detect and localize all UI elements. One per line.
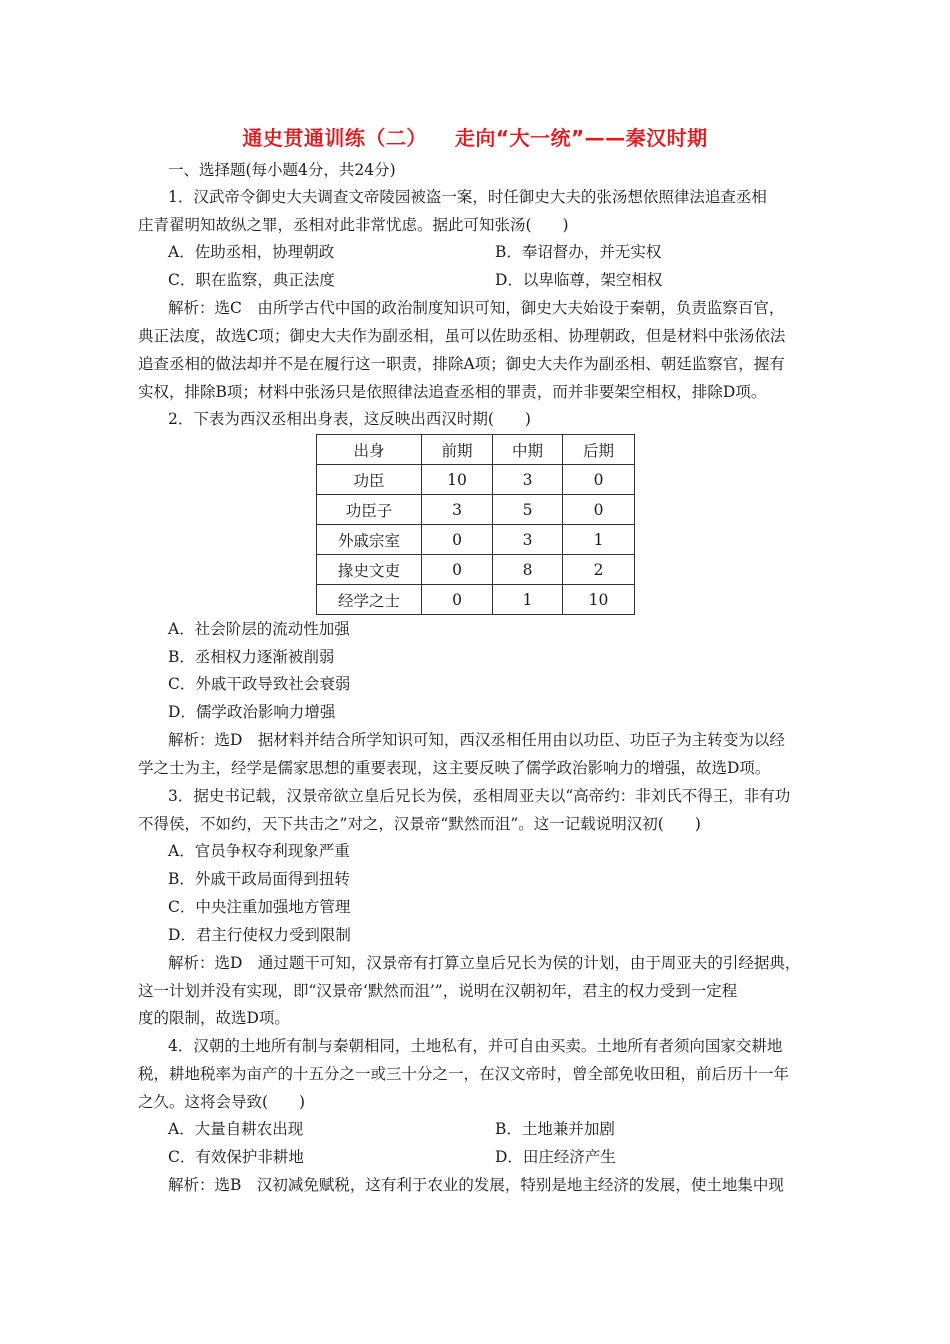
q3-option-a: A．官员争权夺利现象严重 — [168, 842, 350, 860]
table-header-cell: 出身 — [317, 435, 422, 465]
q4-option-d: D．田庄经济产生 — [495, 1148, 616, 1166]
q4-option-a: A．大量自耕农出现 — [168, 1120, 304, 1138]
q3-option-d: D．君主行使权力受到限制 — [168, 926, 351, 944]
q3-option-c: C．中央注重加强地方管理 — [168, 898, 351, 916]
q2-option-d: D．儒学政治影响力增强 — [168, 703, 336, 721]
q1-analysis-line-1: 解析：选C 由所学古代中国的政治制度知识可知，御史大夫始设于秦朝，负责监察百官， — [168, 299, 785, 317]
table-cell: 经学之士 — [317, 585, 422, 615]
table-header-cell: 中期 — [493, 435, 563, 465]
q3-option-b: B．外戚干政局面得到扭转 — [168, 870, 350, 888]
table-cell: 5 — [493, 495, 563, 525]
table-cell: 0 — [563, 465, 635, 495]
q2-option-b: B．丞相权力逐渐被削弱 — [168, 648, 335, 666]
q1-option-b: B．奉诏督办，并无实权 — [495, 243, 662, 261]
q1-stem-line-2: 庄青翟明知故纵之罪，丞相对此非常忧虑。据此可知张汤( ) — [138, 216, 569, 234]
q1-analysis-line-4: 实权，排除B项；材料中张汤只是依照律法追查丞相的罪责，而并非要架空相权，排除D项。 — [138, 383, 767, 401]
q1-analysis-line-3: 追查丞相的做法却并不是在履行这一职责，排除A项；御史大夫作为副丞相、朝廷监察官，握有 — [138, 355, 785, 373]
q2-analysis-line-2: 学之士为主，经学是儒家思想的重要表现，这主要反映了儒学政治影响力的增强，故选D项。 — [138, 759, 771, 777]
table-cell: 0 — [422, 585, 493, 615]
q4-option-b: B．土地兼并加剧 — [495, 1120, 615, 1138]
table-row — [317, 555, 635, 585]
table-header-cell: 前期 — [422, 435, 493, 465]
q3-analysis-line-2: 这一计划并没有实现，即“汉景帝‘默然而沮’”，说明在汉朝初年，君主的权力受到一定程 — [138, 982, 738, 1000]
table-cell: 10 — [422, 465, 493, 495]
table-header-cell: 后期 — [563, 435, 635, 465]
table-row — [317, 525, 635, 555]
q1-option-d: D．以卑临尊，架空相权 — [495, 271, 663, 289]
q4-stem-line-3: 之久。这将会导致( ) — [138, 1093, 306, 1111]
table-row — [317, 585, 635, 615]
table-cell: 掾史文吏 — [317, 555, 422, 585]
q2-analysis-line-1: 解析：选D 据材料并结合所学知识可知，西汉丞相任用由以功臣、功臣子为主转变为以经 — [168, 731, 785, 749]
q1-stem-line-1: 1．汉武帝令御史大夫调查文帝陵园被盗一案，时任御史大夫的张汤想依照律法追查丞相 — [168, 188, 767, 206]
title-part1: 通史贯通训练（二） — [242, 126, 427, 150]
table-cell: 10 — [563, 585, 635, 615]
table-cell: 2 — [563, 555, 635, 585]
table-cell: 1 — [493, 585, 563, 615]
q1-option-c: C．职在监察，典正法度 — [168, 271, 335, 289]
table-cell: 3 — [422, 495, 493, 525]
table-header-row — [317, 435, 635, 465]
table-cell: 1 — [563, 525, 635, 555]
table-cell: 功臣子 — [317, 495, 422, 525]
chancellor-origin-table — [316, 434, 635, 615]
table-cell: 3 — [493, 465, 563, 495]
q3-analysis-line-3: 度的限制，故选D项。 — [138, 1009, 290, 1027]
table-cell: 8 — [493, 555, 563, 585]
q3-analysis-line-1: 解析：选D 通过题干可知，汉景帝有打算立皇后兄长为侯的计划，由于周亚夫的引经据典， — [168, 954, 801, 972]
q1-option-a: A．佐助丞相，协理朝政 — [168, 243, 335, 261]
table-row — [317, 495, 635, 525]
q2-stem: 2．下表为西汉丞相出身表，这反映出西汉时期( ) — [168, 410, 531, 428]
table-row — [317, 465, 635, 495]
page-title — [0, 122, 950, 151]
q2-option-c: C．外戚干政导致社会衰弱 — [168, 675, 351, 693]
table-cell: 0 — [422, 555, 493, 585]
q4-stem-line-1: 4．汉朝的土地所有制与秦朝相同，土地私有，并可自由买卖。土地所有者须向国家交耕地 — [168, 1037, 783, 1055]
q4-stem-line-2: 税，耕地税率为亩产的十五分之一或三十分之一，在汉文帝时，曾全部免收田租，前后历十一年 — [138, 1065, 790, 1083]
q3-stem-line-1: 3．据史书记载，汉景帝欲立皇后兄长为侯，丞相周亚夫以“高帝约：非刘氏不得王，非有功 — [168, 787, 791, 805]
table-cell: 0 — [422, 525, 493, 555]
q4-option-c: C．有效保护非耕地 — [168, 1148, 304, 1166]
table-cell: 0 — [563, 495, 635, 525]
q2-option-a: A．社会阶层的流动性加强 — [168, 620, 350, 638]
table-cell: 3 — [493, 525, 563, 555]
table-cell: 功臣 — [317, 465, 422, 495]
title-part2: 走向“大一统”——秦汉时期 — [454, 126, 708, 150]
table-cell: 外戚宗室 — [317, 525, 422, 555]
q1-analysis-line-2: 典正法度，故选C项；御史大夫作为副丞相，虽可以佐助丞相、协理朝政，但是材料中张汤依法 — [138, 327, 786, 345]
q3-stem-line-2: 不得侯，不如约，天下共击之”对之，汉景帝“默然而沮”。这一记载说明汉初( ) — [138, 815, 701, 833]
section-heading: 一、选择题(每小题4分，共24分) — [168, 161, 396, 179]
q4-analysis-line-1: 解析：选B 汉初减免赋税，这有利于农业的发展，特别是地主经济的发展，使土地集中现 — [168, 1176, 784, 1194]
